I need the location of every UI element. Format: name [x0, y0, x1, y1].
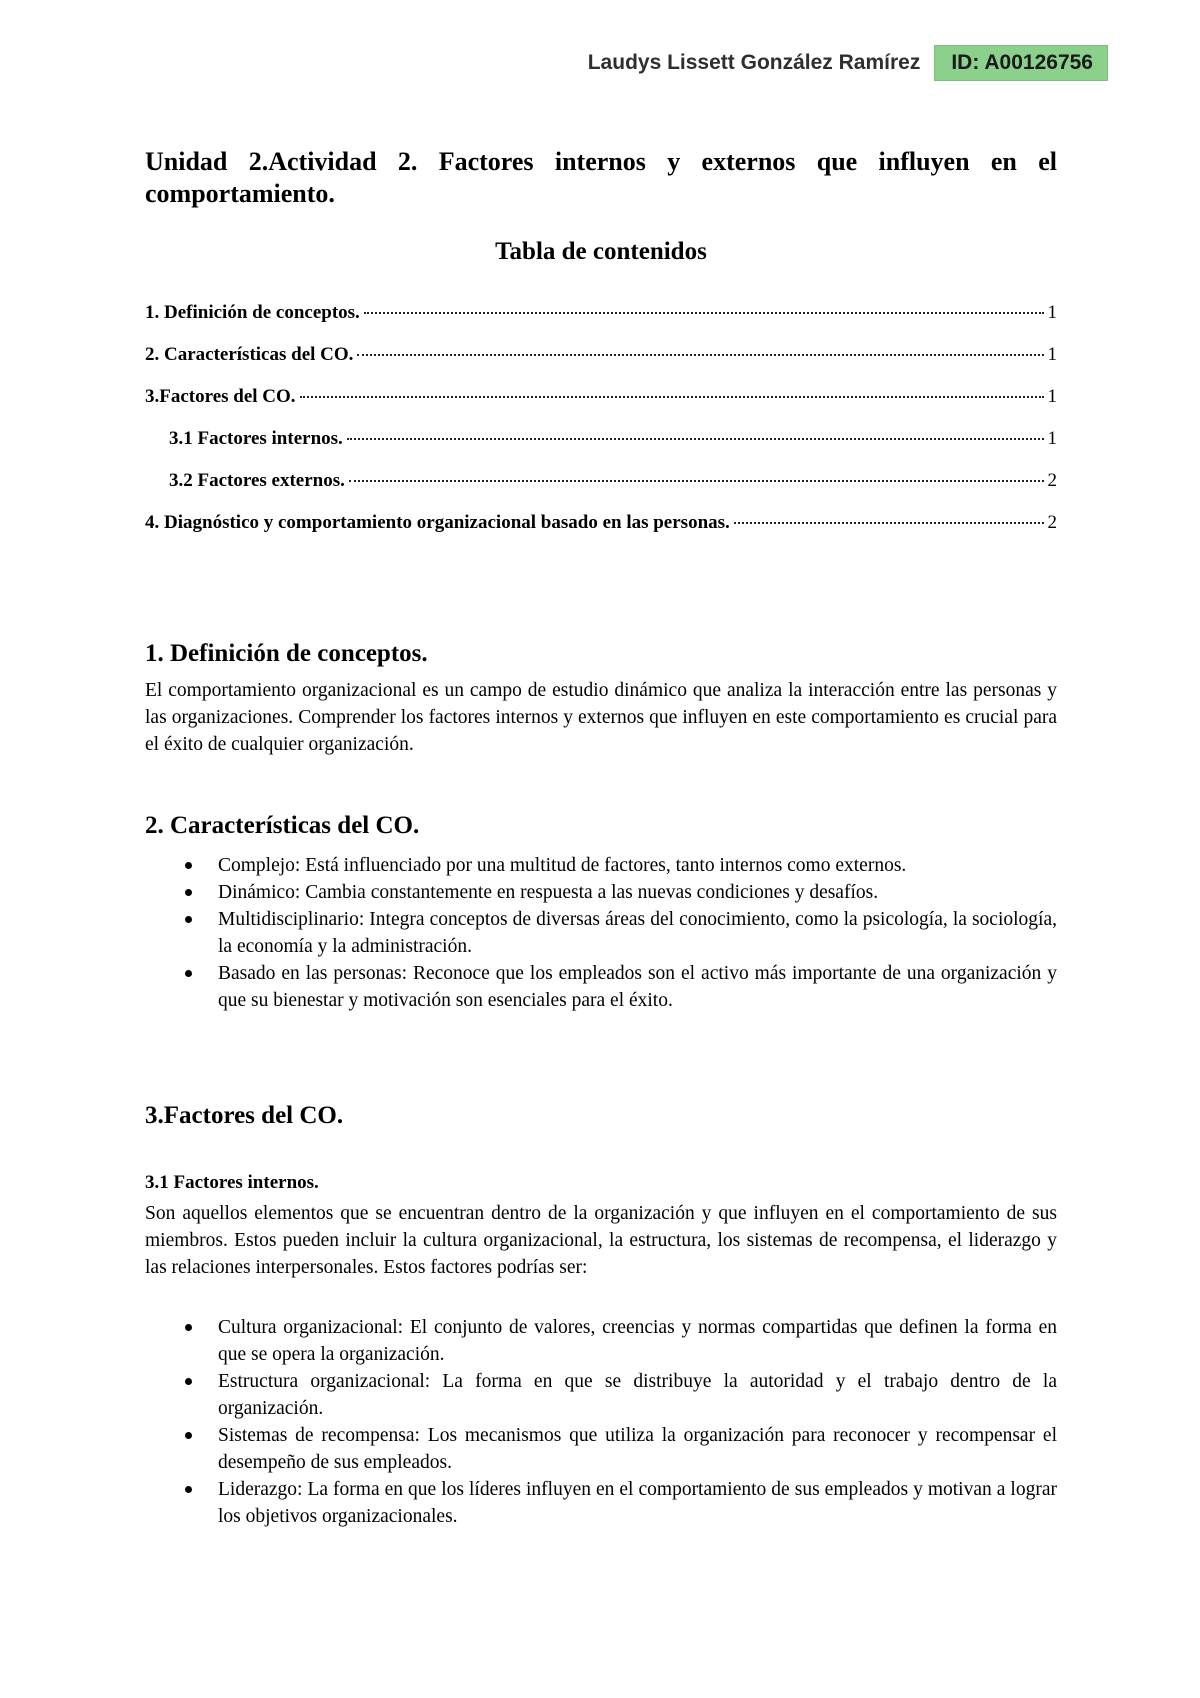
toc-entry-label: 2. Características del CO. — [145, 344, 354, 365]
toc-entry-page: 1 — [1047, 344, 1057, 365]
toc-entry-page: 2 — [1047, 512, 1057, 533]
section-heading: 2. Características del CO. — [145, 812, 420, 839]
list-item — [145, 1476, 1057, 1530]
list-item-text: Estructura organizacional: La forma en que se distribuye la autoridad y el trabajo dentro de la organización. — [218, 1371, 1057, 1419]
list-item-text: Liderazgo: La forma en que los líderes influyen en el comportamiento de sus empleados y motivan a lograr los objetivos organizacionales. — [218, 1479, 1057, 1527]
toc-entry[interactable] — [145, 302, 1057, 344]
list-item-text: Complejo: Está influenciado por una multitud de factores, tanto internos como externos. — [218, 855, 907, 876]
internal-factors-list — [145, 1314, 1057, 1530]
list-item-text: Dinámico: Cambia constantemente en respuesta a las nuevas condiciones y desafíos. — [218, 882, 879, 903]
student-id-badge: ID: A00126756 — [934, 45, 1108, 81]
list-item — [145, 1314, 1057, 1368]
list-item-text: Cultura organizacional: El conjunto de valores, creencias y normas compartidas que definen la forma en que se opera la organización. — [218, 1317, 1057, 1365]
list-item — [145, 852, 1057, 879]
toc-leader-dots — [349, 480, 1044, 482]
toc-entry-label: 3.2 Factores externos. — [169, 470, 345, 491]
toc-entry[interactable] — [145, 344, 1057, 386]
toc-leader-dots — [364, 312, 1044, 314]
toc-entry-label: 4. Diagnóstico y comportamiento organizacional basado en las personas. — [145, 512, 730, 533]
bullet-icon — [185, 1486, 192, 1493]
bullet-icon — [185, 1378, 192, 1385]
characteristics-list — [145, 852, 1057, 1014]
section-paragraph: El comportamiento organizacional es un campo de estudio dinámico que analiza la interacción entre las personas y las organizaciones. Comprender los factores internos y externos que influyen en este comportamiento es crucial para el éxito de cualquier organización. — [145, 680, 1057, 755]
bullet-icon — [185, 889, 192, 896]
section-paragraph: Son aquellos elementos que se encuentran dentro de la organización y que influyen en el comportamiento de sus miembros. Estos pueden incluir la cultura organizacional, la estructura, los sistemas de recompensa, el liderazgo y las relaciones interpersonales. Estos factores podrías ser: — [145, 1203, 1057, 1278]
toc-leader-dots — [734, 522, 1044, 524]
toc-entry[interactable] — [145, 428, 1057, 470]
list-item-text: Sistemas de recompensa: Los mecanismos que utiliza la organización para reconocer y recompensar el desempeño de sus empleados. — [218, 1425, 1057, 1473]
section-heading: 3.Factores del CO. — [145, 1102, 344, 1129]
toc-entry-page: 2 — [1047, 470, 1057, 491]
list-item-text: Basado en las personas: Reconoce que los empleados son el activo más importante de una organización y que su bienestar y motivación son esenciales para el éxito. — [218, 963, 1057, 1011]
author-name: Laudys Lissett González Ramírez — [587, 51, 921, 74]
toc-entry-label: 3.Factores del CO. — [145, 386, 296, 407]
table-of-contents — [145, 302, 1057, 554]
list-item — [145, 906, 1057, 960]
toc-entry[interactable] — [145, 470, 1057, 512]
toc-entry-page: 1 — [1047, 302, 1057, 323]
toc-title: Tabla de contenidos — [495, 238, 707, 265]
toc-leader-dots — [347, 438, 1044, 440]
bullet-icon — [185, 970, 192, 977]
list-item-text: Multidisciplinario: Integra conceptos de diversas áreas del conocimiento, como la psicología, la sociología, la economía y la administración. — [218, 909, 1057, 957]
list-item — [145, 1368, 1057, 1422]
document-title: Unidad 2.Actividad 2. Factores internos y externos que influyen en el comportamiento. — [145, 147, 1057, 208]
toc-entry-label: 1. Definición de conceptos. — [145, 302, 360, 323]
subsection-heading: 3.1 Factores internos. — [145, 1172, 319, 1193]
page-header — [588, 45, 1108, 81]
toc-entry[interactable] — [145, 512, 1057, 554]
bullet-icon — [185, 862, 192, 869]
bullet-icon — [185, 1432, 192, 1439]
toc-leader-dots — [300, 396, 1044, 398]
list-item — [145, 879, 1057, 906]
section-heading: 1. Definición de conceptos. — [145, 640, 428, 667]
bullet-icon — [185, 1324, 192, 1331]
list-item — [145, 960, 1057, 1014]
bullet-icon — [185, 916, 192, 923]
toc-entry-label: 3.1 Factores internos. — [169, 428, 343, 449]
toc-entry-page: 1 — [1047, 386, 1057, 407]
toc-leader-dots — [357, 354, 1043, 356]
toc-entry-page: 1 — [1047, 428, 1057, 449]
toc-entry[interactable] — [145, 386, 1057, 428]
list-item — [145, 1422, 1057, 1476]
